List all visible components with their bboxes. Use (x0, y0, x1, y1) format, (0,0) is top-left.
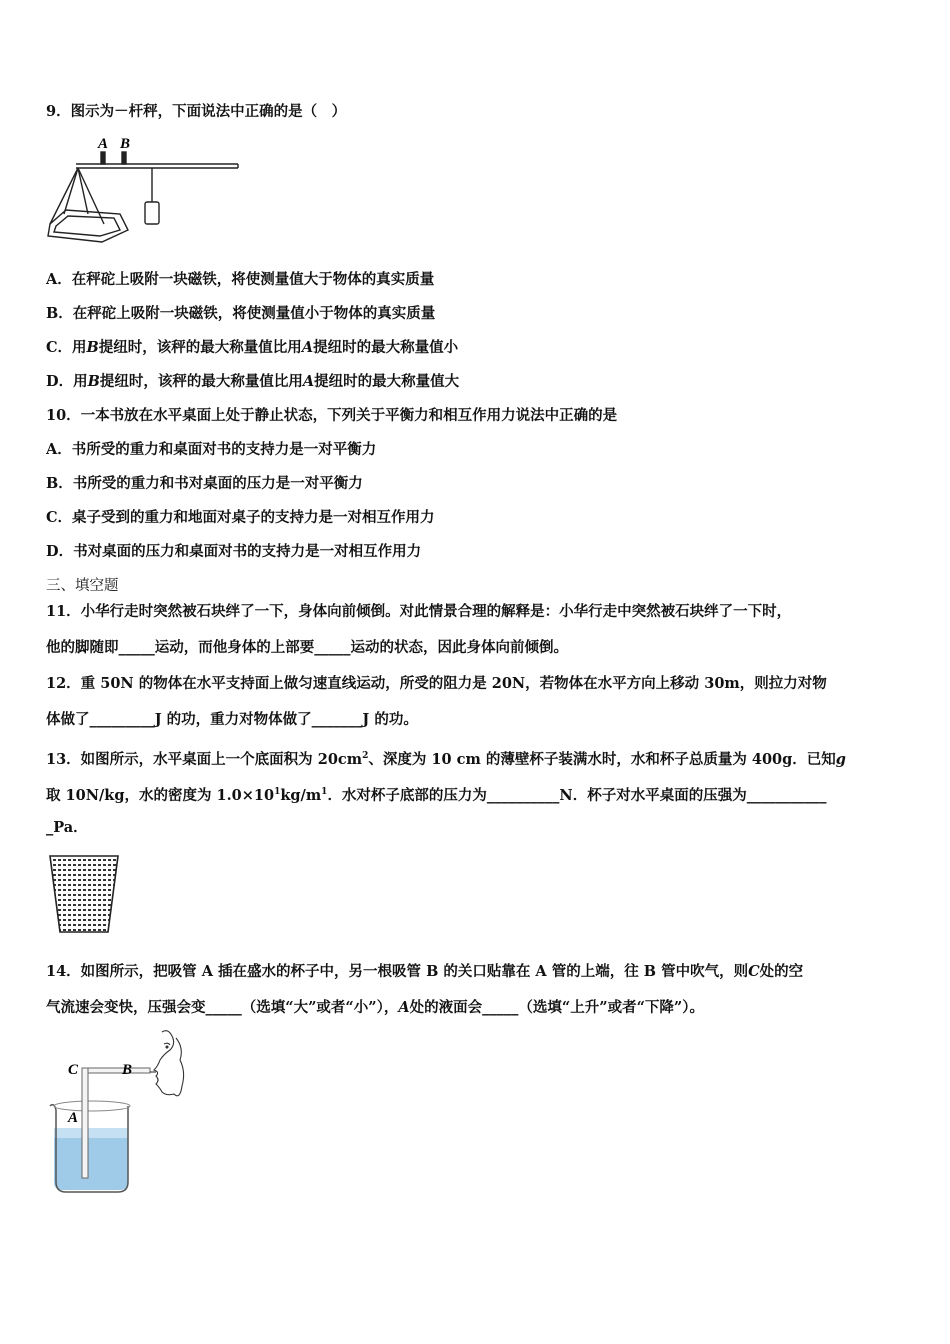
steelyard-figure (44, 132, 244, 248)
q14-line2: 气流速会变快，压强会变_____（选填“大”或者“小”），A处的液面会_____（选填“上升”或者“下降”）。 (46, 999, 705, 1016)
q13-line2: 取 10N/kg，水的密度为 $1.0\times 10^1kg/m^1$．水对杯子底部的压力为__________N．杯子对水平桌面的压强为___________ (46, 786, 827, 804)
q11-line2: 他的脚随即_____运动，而他身体的上部要_____运动的状态，因此身体向前倾倒。 (46, 639, 568, 656)
straw-beaker-figure (44, 1026, 204, 1196)
q13-line1: 13．如图所示，水平桌面上一个底面积为 $20cm^2$、深度为 10 cm 的薄壁杯子装满水时，水和杯子总质量为 400g．已知g (46, 750, 846, 768)
q10-option-a: A．书所受的重力和桌面对书的支持力是一对平衡力 (46, 441, 377, 458)
q9-option-d: D．用B提纽时，该秤的最大称量值比用A提纽时的最大称量值大 (46, 373, 460, 390)
section-title: 三、填空题 (46, 578, 119, 594)
steelyard-label-b: B (120, 136, 131, 152)
q12-line2: 体做了_________J 的功，重力对物体做了_______J 的功。 (46, 711, 418, 728)
q9-stem: 9．图示为－杆秤，下面说法中正确的是（ ） (46, 103, 347, 120)
steelyard-label-a: A (98, 136, 109, 152)
q9-option-b: B．在秤砣上吸附一块磁铁，将使测量值小于物体的真实质量 (46, 305, 436, 322)
q10-option-d: D．书对桌面的压力和桌面对书的支持力是一对相互作用力 (46, 543, 422, 560)
q14-line1: 14．如图所示，把吸管 A 插在盛水的杯子中，另一根吸管 B 的关口贴靠在 A 管的上端，往 B 管中吹气，则C处的空 (46, 963, 804, 980)
q10-option-c: C．桌子受到的重力和地面对桌子的支持力是一对相互作用力 (46, 509, 435, 526)
q13-line3: _Pa． (46, 819, 88, 836)
q9-option-c: C．用B提纽时，该秤的最大称量值比用A提纽时的最大称量值小 (46, 339, 459, 356)
straw-label-c: C (68, 1062, 79, 1078)
q12-line1: 12．重 50N 的物体在水平支持面上做匀速直线运动，所受的阻力是 20N，若物体在水平方向上移动 30m，则拉力对物 (46, 675, 827, 692)
q11-line1: 11．小华行走时突然被石块绊了一下，身体向前倾倒。对此情景合理的解释是：小华行走中突然被石块绊了一下时， (46, 603, 792, 620)
cup-figure (48, 854, 120, 934)
straw-label-b: B (122, 1062, 133, 1078)
q9-option-a: A．在秤砣上吸附一块磁铁，将使测量值大于物体的真实质量 (46, 271, 435, 288)
straw-label-a: A (68, 1110, 79, 1126)
q10-stem: 10．一本书放在水平桌面上处于静止状态，下列关于平衡力和相互作用力说法中正确的是 (46, 407, 618, 424)
q10-option-b: B．书所受的重力和书对桌面的压力是一对平衡力 (46, 475, 363, 492)
